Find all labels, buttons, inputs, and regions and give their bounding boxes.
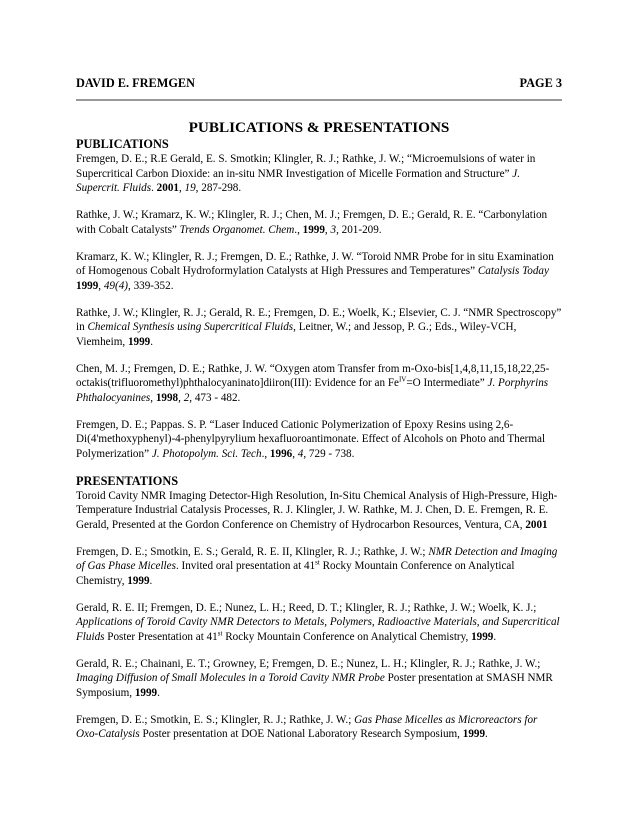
presentation-entry: Toroid Cavity NMR Imaging Detector-High Resolution, In-Situ Chemical Analysis of High-Pressure, High-Temperature Industrial Catalysis Processes, R. J. Klingler, J. W. Rathke, M. J. Chen, D. E. Fremgen, R. E. Gerald, Presented at the Gordon Conference on Chemistry of Hydrocarbon Resources, Ventura, CA, 2001	[76, 489, 558, 531]
page-number: PAGE 3	[519, 76, 562, 90]
author-name: DAVID E. FREMGEN	[76, 76, 195, 90]
publication-entry: Rathke, J. W.; Klingler, R. J.; Gerald, R. E.; Fremgen, D. E.; Woelk, K.; Elsevier, C. J. “NMR Spectroscopy” in Chemical Synthesis using Supercritical Fluids, Leitner, W.; and Jessop, P. G.; Eds., Wiley-VCH, Viemheim, 1999.	[76, 306, 562, 348]
publication-entry: Fremgen, D. E.; Pappas. S. P. “Laser Induced Cationic Polymerization of Epoxy Resins using 2,6-Di(4'methoxyphenyl)-4-phenylpyrylium hexafluoroantimonate. Effect of Alcohols on Photo and Thermal Polymerization” J. Photopolym. Sci. Tech., 1996, 4, 729 - 738.	[76, 418, 546, 460]
section-heading-publications: PUBLICATIONS	[76, 137, 169, 151]
presentation-entry: Gerald, R. E.; Chainani, E. T.; Growney, E; Fremgen, D. E.; Nunez, L. H.; Klingler, R. J.; Rathke, J. W.; Imaging Diffusion of Small Molecules in a Toroid Cavity NMR Probe Poster presentation at SMASH NMR Symposium, 1999.	[76, 657, 553, 699]
publication-entry: Rathke, J. W.; Kramarz, K. W.; Klingler, R. J.; Chen, M. J.; Fremgen, D. E.; Gerald, R. E. “Carbonylation with Cobalt Catalysts” Trends Organomet. Chem., 1999, 3, 201-209.	[76, 209, 548, 236]
publication-entry: Kramarz, K. W.; Klingler, R. J.; Fremgen, D. E.; Rathke, J. W. “Toroid NMR Probe for in situ Examination of Homogenous Cobalt Hydroformylation Catalysts at High Pressures and Temperatures” Catalysis Today 1999, 49(4), 339-352.	[76, 250, 554, 292]
page-header	[76, 76, 562, 92]
page-content	[76, 137, 562, 754]
section-heading-presentations: PRESENTATIONS	[76, 473, 179, 488]
page-title: PUBLICATIONS & PRESENTATIONS	[188, 119, 450, 136]
publication-entry: Chen, M. J.; Fremgen, D. E.; Rathke, J. W. “Oxygen atom Transfer from m-Oxo-bis[1,4,8,11,15,18,22,25-octakis(trifluoromethyl)phthalocyaninato]diiron(III): Evidence for an $Fe^{IV}=O$ Intermediate” J. Porphyrins Phthalocyanines, 1998, 2, 473 - 482.	[76, 362, 550, 404]
header-divider	[76, 99, 562, 101]
publication-entry: Fremgen, D. E.; R.E Gerald, E. S. Smotkin; Klingler, R. J.; Rathke, J. W.; “Microemulsions of water in Supercritical Carbon Dioxide: an in-situ NMR Investigation of Micelle Formation and Structure” J. Supercrit. Fluids. 2001, 19, 287-298.	[76, 153, 536, 194]
presentation-entry: Fremgen, D. E.; Smotkin, E. S.; Gerald, R. E. II, Klingler, R. J.; Rathke, J. W.; NMR Detection and Imaging of Gas Phase Micelles. Invited oral presentation at 41st Rocky Mountain Conference on Analytical Chemistry, 1999.	[76, 545, 558, 587]
presentation-entry: Fremgen, D. E.; Smotkin, E. S.; Klingler, R. J.; Rathke, J. W.; Gas Phase Micelles as Microreactors for Oxo-Catalysis Poster presentation at DOE National Laboratory Research Symposium, 1999.	[76, 713, 538, 740]
presentation-entry: Gerald, R. E. II; Fremgen, D. E.; Nunez, L. H.; Reed, D. T.; Klingler, R. J.; Rathke, J. W.; Woelk, K. J.; Applications of Toroid Cavity NMR Detectors to Metals, Polymers, Radioactive Materials, and Supercritical Fluids Poster Presentation at 41st Rocky Mountain Conference on Analytical Chemistry, 1999.	[76, 601, 560, 643]
